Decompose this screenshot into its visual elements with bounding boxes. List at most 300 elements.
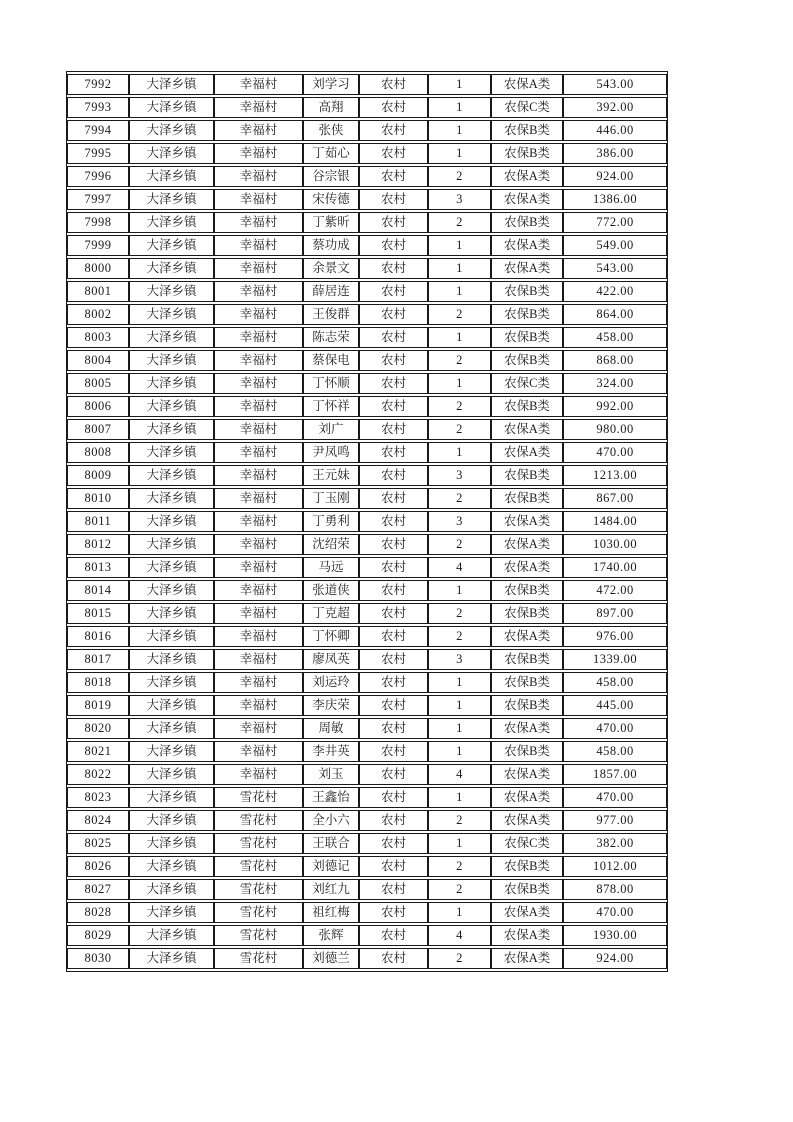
cell-village: 幸福村 (214, 649, 303, 670)
cell-town: 大泽乡镇 (129, 212, 214, 233)
cell-residence-type: 农村 (359, 902, 428, 923)
cell-person-count: 2 (428, 810, 491, 831)
cell-amount: 1740.00 (563, 557, 667, 578)
cell-name: 刘广 (303, 419, 359, 440)
cell-name: 祖红梅 (303, 902, 359, 923)
cell-serial: 8018 (67, 672, 129, 693)
cell-serial: 8025 (67, 833, 129, 854)
cell-serial: 8012 (67, 534, 129, 555)
cell-serial: 8002 (67, 304, 129, 325)
cell-amount: 864.00 (563, 304, 667, 325)
cell-amount: 324.00 (563, 373, 667, 394)
cell-amount: 470.00 (563, 718, 667, 739)
table-row (67, 166, 667, 187)
cell-name: 刘德记 (303, 856, 359, 877)
table-row (67, 465, 667, 486)
table-row (67, 902, 667, 923)
cell-town: 大泽乡镇 (129, 925, 214, 946)
cell-name: 丁怀卿 (303, 626, 359, 647)
cell-insurance-category: 农保B类 (491, 350, 563, 371)
cell-town: 大泽乡镇 (129, 373, 214, 394)
cell-name: 丁勇利 (303, 511, 359, 532)
cell-village: 幸福村 (214, 672, 303, 693)
cell-name: 薛居连 (303, 281, 359, 302)
table-row (67, 695, 667, 716)
cell-name: 张辉 (303, 925, 359, 946)
cell-name: 王鑫怡 (303, 787, 359, 808)
cell-town: 大泽乡镇 (129, 304, 214, 325)
cell-insurance-category: 农保A类 (491, 810, 563, 831)
cell-serial: 8030 (67, 948, 129, 969)
cell-person-count: 3 (428, 649, 491, 670)
cell-town: 大泽乡镇 (129, 465, 214, 486)
cell-person-count: 2 (428, 488, 491, 509)
cell-name: 马远 (303, 557, 359, 578)
table-row (67, 396, 667, 417)
cell-residence-type: 农村 (359, 948, 428, 969)
table-row (67, 580, 667, 601)
cell-town: 大泽乡镇 (129, 488, 214, 509)
table-row (67, 833, 667, 854)
cell-person-count: 1 (428, 373, 491, 394)
cell-name: 丁玉刚 (303, 488, 359, 509)
cell-insurance-category: 农保A类 (491, 442, 563, 463)
cell-name: 丁克超 (303, 603, 359, 624)
cell-insurance-category: 农保C类 (491, 97, 563, 118)
cell-village: 幸福村 (214, 74, 303, 95)
cell-serial: 8003 (67, 327, 129, 348)
table-row (67, 810, 667, 831)
cell-person-count: 3 (428, 511, 491, 532)
cell-insurance-category: 农保B类 (491, 143, 563, 164)
table-row (67, 626, 667, 647)
cell-village: 幸福村 (214, 97, 303, 118)
cell-town: 大泽乡镇 (129, 327, 214, 348)
cell-town: 大泽乡镇 (129, 235, 214, 256)
cell-amount: 458.00 (563, 327, 667, 348)
cell-amount: 382.00 (563, 833, 667, 854)
cell-village: 幸福村 (214, 235, 303, 256)
cell-person-count: 1 (428, 327, 491, 348)
table-row (67, 120, 667, 141)
table-row (67, 718, 667, 739)
cell-amount: 992.00 (563, 396, 667, 417)
table-row (67, 281, 667, 302)
cell-person-count: 1 (428, 258, 491, 279)
cell-name: 全小六 (303, 810, 359, 831)
cell-person-count: 2 (428, 856, 491, 877)
cell-insurance-category: 农保C类 (491, 373, 563, 394)
table-row (67, 143, 667, 164)
cell-town: 大泽乡镇 (129, 350, 214, 371)
cell-person-count: 1 (428, 672, 491, 693)
cell-amount: 1030.00 (563, 534, 667, 555)
cell-serial: 8005 (67, 373, 129, 394)
cell-serial: 7993 (67, 97, 129, 118)
cell-insurance-category: 农保A类 (491, 419, 563, 440)
cell-person-count: 2 (428, 304, 491, 325)
cell-insurance-category: 农保A类 (491, 925, 563, 946)
cell-name: 张侠 (303, 120, 359, 141)
cell-serial: 8010 (67, 488, 129, 509)
table-row (67, 879, 667, 900)
cell-serial: 8029 (67, 925, 129, 946)
cell-insurance-category: 农保A类 (491, 74, 563, 95)
cell-village: 幸福村 (214, 626, 303, 647)
table-row (67, 304, 667, 325)
table-row (67, 741, 667, 762)
cell-person-count: 1 (428, 97, 491, 118)
cell-name: 高翔 (303, 97, 359, 118)
cell-town: 大泽乡镇 (129, 120, 214, 141)
cell-amount: 1386.00 (563, 189, 667, 210)
cell-insurance-category: 农保A类 (491, 189, 563, 210)
cell-name: 刘德兰 (303, 948, 359, 969)
cell-serial: 8008 (67, 442, 129, 463)
cell-village: 幸福村 (214, 120, 303, 141)
cell-serial: 8026 (67, 856, 129, 877)
cell-insurance-category: 农保B类 (491, 465, 563, 486)
cell-residence-type: 农村 (359, 534, 428, 555)
table-row (67, 925, 667, 946)
cell-insurance-category: 农保A类 (491, 787, 563, 808)
cell-amount: 446.00 (563, 120, 667, 141)
cell-name: 张道侠 (303, 580, 359, 601)
table-row (67, 948, 667, 969)
cell-village: 幸福村 (214, 557, 303, 578)
cell-town: 大泽乡镇 (129, 442, 214, 463)
cell-village: 幸福村 (214, 212, 303, 233)
cell-residence-type: 农村 (359, 787, 428, 808)
cell-amount: 392.00 (563, 97, 667, 118)
cell-insurance-category: 农保B类 (491, 741, 563, 762)
cell-name: 刘红九 (303, 879, 359, 900)
cell-town: 大泽乡镇 (129, 672, 214, 693)
cell-serial: 8017 (67, 649, 129, 670)
cell-person-count: 2 (428, 396, 491, 417)
cell-village: 幸福村 (214, 764, 303, 785)
cell-amount: 867.00 (563, 488, 667, 509)
cell-person-count: 1 (428, 442, 491, 463)
cell-town: 大泽乡镇 (129, 557, 214, 578)
cell-serial: 8024 (67, 810, 129, 831)
table-row (67, 258, 667, 279)
cell-name: 蔡保电 (303, 350, 359, 371)
cell-town: 大泽乡镇 (129, 143, 214, 164)
cell-village: 幸福村 (214, 304, 303, 325)
cell-insurance-category: 农保B类 (491, 120, 563, 141)
cell-amount: 549.00 (563, 235, 667, 256)
cell-village: 雪花村 (214, 833, 303, 854)
cell-person-count: 1 (428, 235, 491, 256)
cell-serial: 8021 (67, 741, 129, 762)
cell-person-count: 4 (428, 557, 491, 578)
cell-village: 幸福村 (214, 373, 303, 394)
cell-serial: 7998 (67, 212, 129, 233)
cell-insurance-category: 农保A类 (491, 166, 563, 187)
cell-serial: 8020 (67, 718, 129, 739)
cell-residence-type: 农村 (359, 810, 428, 831)
cell-amount: 772.00 (563, 212, 667, 233)
cell-person-count: 2 (428, 948, 491, 969)
cell-insurance-category: 农保A类 (491, 902, 563, 923)
cell-town: 大泽乡镇 (129, 879, 214, 900)
cell-amount: 868.00 (563, 350, 667, 371)
cell-name: 王元妹 (303, 465, 359, 486)
cell-serial: 8023 (67, 787, 129, 808)
cell-serial: 8027 (67, 879, 129, 900)
cell-person-count: 4 (428, 925, 491, 946)
table-row (67, 442, 667, 463)
cell-residence-type: 农村 (359, 603, 428, 624)
cell-residence-type: 农村 (359, 488, 428, 509)
cell-village: 幸福村 (214, 534, 303, 555)
cell-village: 幸福村 (214, 166, 303, 187)
cell-person-count: 1 (428, 74, 491, 95)
cell-town: 大泽乡镇 (129, 74, 214, 95)
cell-residence-type: 农村 (359, 695, 428, 716)
cell-village: 幸福村 (214, 511, 303, 532)
cell-person-count: 1 (428, 695, 491, 716)
cell-residence-type: 农村 (359, 143, 428, 164)
cell-residence-type: 农村 (359, 672, 428, 693)
cell-person-count: 3 (428, 189, 491, 210)
cell-amount: 543.00 (563, 74, 667, 95)
cell-insurance-category: 农保B类 (491, 396, 563, 417)
cell-town: 大泽乡镇 (129, 833, 214, 854)
cell-amount: 472.00 (563, 580, 667, 601)
table-body (67, 74, 667, 969)
cell-town: 大泽乡镇 (129, 396, 214, 417)
cell-person-count: 4 (428, 764, 491, 785)
cell-serial: 8015 (67, 603, 129, 624)
cell-person-count: 2 (428, 534, 491, 555)
cell-village: 幸福村 (214, 718, 303, 739)
cell-residence-type: 农村 (359, 879, 428, 900)
cell-serial: 8013 (67, 557, 129, 578)
cell-insurance-category: 农保A类 (491, 511, 563, 532)
cell-village: 幸福村 (214, 281, 303, 302)
cell-amount: 1339.00 (563, 649, 667, 670)
cell-insurance-category: 农保A类 (491, 258, 563, 279)
cell-person-count: 2 (428, 212, 491, 233)
cell-residence-type: 农村 (359, 833, 428, 854)
table-row (67, 373, 667, 394)
cell-residence-type: 农村 (359, 856, 428, 877)
cell-serial: 7995 (67, 143, 129, 164)
table-row (67, 534, 667, 555)
cell-residence-type: 农村 (359, 396, 428, 417)
cell-village: 雪花村 (214, 787, 303, 808)
cell-amount: 897.00 (563, 603, 667, 624)
table-row (67, 557, 667, 578)
cell-name: 王俊群 (303, 304, 359, 325)
cell-serial: 8000 (67, 258, 129, 279)
table-row (67, 212, 667, 233)
cell-serial: 8009 (67, 465, 129, 486)
cell-town: 大泽乡镇 (129, 695, 214, 716)
cell-name: 尹凤鸣 (303, 442, 359, 463)
cell-residence-type: 农村 (359, 373, 428, 394)
cell-person-count: 2 (428, 419, 491, 440)
cell-amount: 980.00 (563, 419, 667, 440)
cell-residence-type: 农村 (359, 580, 428, 601)
cell-name: 谷宗银 (303, 166, 359, 187)
cell-name: 周敏 (303, 718, 359, 739)
cell-person-count: 1 (428, 833, 491, 854)
cell-name: 李庆荣 (303, 695, 359, 716)
cell-town: 大泽乡镇 (129, 741, 214, 762)
cell-residence-type: 农村 (359, 511, 428, 532)
cell-amount: 1857.00 (563, 764, 667, 785)
cell-person-count: 1 (428, 902, 491, 923)
cell-residence-type: 农村 (359, 281, 428, 302)
cell-residence-type: 农村 (359, 189, 428, 210)
cell-name: 宋传德 (303, 189, 359, 210)
cell-insurance-category: 农保B类 (491, 327, 563, 348)
cell-village: 雪花村 (214, 879, 303, 900)
cell-name: 丁紫昕 (303, 212, 359, 233)
cell-town: 大泽乡镇 (129, 649, 214, 670)
cell-residence-type: 农村 (359, 419, 428, 440)
cell-residence-type: 农村 (359, 442, 428, 463)
cell-village: 幸福村 (214, 143, 303, 164)
cell-village: 雪花村 (214, 925, 303, 946)
cell-town: 大泽乡镇 (129, 787, 214, 808)
table-row (67, 787, 667, 808)
cell-person-count: 2 (428, 166, 491, 187)
roster-table-wrap (66, 71, 668, 972)
cell-residence-type: 农村 (359, 925, 428, 946)
cell-town: 大泽乡镇 (129, 580, 214, 601)
cell-amount: 924.00 (563, 166, 667, 187)
cell-village: 幸福村 (214, 741, 303, 762)
cell-person-count: 1 (428, 120, 491, 141)
cell-village: 幸福村 (214, 603, 303, 624)
table-row (67, 856, 667, 877)
cell-residence-type: 农村 (359, 120, 428, 141)
cell-town: 大泽乡镇 (129, 810, 214, 831)
cell-insurance-category: 农保A类 (491, 534, 563, 555)
cell-name: 刘玉 (303, 764, 359, 785)
cell-person-count: 1 (428, 787, 491, 808)
cell-amount: 543.00 (563, 258, 667, 279)
cell-insurance-category: 农保B类 (491, 488, 563, 509)
cell-residence-type: 农村 (359, 327, 428, 348)
cell-serial: 7997 (67, 189, 129, 210)
cell-serial: 8006 (67, 396, 129, 417)
cell-insurance-category: 农保A类 (491, 557, 563, 578)
cell-name: 陈志荣 (303, 327, 359, 348)
cell-amount: 1213.00 (563, 465, 667, 486)
cell-serial: 7999 (67, 235, 129, 256)
cell-person-count: 1 (428, 281, 491, 302)
cell-insurance-category: 农保B类 (491, 304, 563, 325)
cell-town: 大泽乡镇 (129, 902, 214, 923)
table-row (67, 235, 667, 256)
cell-village: 幸福村 (214, 396, 303, 417)
cell-serial: 8022 (67, 764, 129, 785)
cell-amount: 976.00 (563, 626, 667, 647)
cell-town: 大泽乡镇 (129, 419, 214, 440)
cell-amount: 458.00 (563, 741, 667, 762)
cell-village: 幸福村 (214, 465, 303, 486)
cell-town: 大泽乡镇 (129, 258, 214, 279)
cell-amount: 422.00 (563, 281, 667, 302)
cell-residence-type: 农村 (359, 557, 428, 578)
cell-insurance-category: 农保A类 (491, 718, 563, 739)
cell-town: 大泽乡镇 (129, 166, 214, 187)
cell-town: 大泽乡镇 (129, 534, 214, 555)
table-row (67, 189, 667, 210)
cell-amount: 1012.00 (563, 856, 667, 877)
table-row (67, 97, 667, 118)
cell-amount: 470.00 (563, 787, 667, 808)
cell-town: 大泽乡镇 (129, 189, 214, 210)
cell-insurance-category: 农保B类 (491, 856, 563, 877)
cell-amount: 470.00 (563, 902, 667, 923)
cell-residence-type: 农村 (359, 626, 428, 647)
cell-village: 幸福村 (214, 488, 303, 509)
cell-person-count: 1 (428, 580, 491, 601)
cell-amount: 458.00 (563, 672, 667, 693)
cell-person-count: 1 (428, 741, 491, 762)
cell-residence-type: 农村 (359, 741, 428, 762)
table-row (67, 419, 667, 440)
table-row (67, 327, 667, 348)
cell-town: 大泽乡镇 (129, 626, 214, 647)
cell-residence-type: 农村 (359, 649, 428, 670)
cell-amount: 445.00 (563, 695, 667, 716)
cell-amount: 1930.00 (563, 925, 667, 946)
cell-residence-type: 农村 (359, 74, 428, 95)
cell-serial: 8007 (67, 419, 129, 440)
cell-name: 刘学习 (303, 74, 359, 95)
cell-insurance-category: 农保B类 (491, 281, 563, 302)
roster-table (66, 71, 668, 972)
cell-person-count: 2 (428, 879, 491, 900)
cell-town: 大泽乡镇 (129, 603, 214, 624)
cell-residence-type: 农村 (359, 764, 428, 785)
cell-name: 王联合 (303, 833, 359, 854)
cell-name: 刘运玲 (303, 672, 359, 693)
cell-residence-type: 农村 (359, 465, 428, 486)
cell-serial: 8001 (67, 281, 129, 302)
cell-village: 雪花村 (214, 856, 303, 877)
table-row (67, 764, 667, 785)
cell-serial: 8019 (67, 695, 129, 716)
table-row (67, 350, 667, 371)
cell-residence-type: 农村 (359, 258, 428, 279)
cell-person-count: 1 (428, 143, 491, 164)
cell-serial: 7994 (67, 120, 129, 141)
cell-name: 余景文 (303, 258, 359, 279)
cell-village: 幸福村 (214, 350, 303, 371)
cell-town: 大泽乡镇 (129, 764, 214, 785)
cell-person-count: 2 (428, 603, 491, 624)
cell-insurance-category: 农保B类 (491, 212, 563, 233)
cell-name: 蔡功成 (303, 235, 359, 256)
cell-insurance-category: 农保B类 (491, 879, 563, 900)
cell-village: 幸福村 (214, 189, 303, 210)
cell-amount: 924.00 (563, 948, 667, 969)
cell-residence-type: 农村 (359, 166, 428, 187)
table-row (67, 603, 667, 624)
cell-insurance-category: 农保B类 (491, 580, 563, 601)
cell-village: 雪花村 (214, 902, 303, 923)
cell-amount: 470.00 (563, 442, 667, 463)
cell-serial: 8028 (67, 902, 129, 923)
